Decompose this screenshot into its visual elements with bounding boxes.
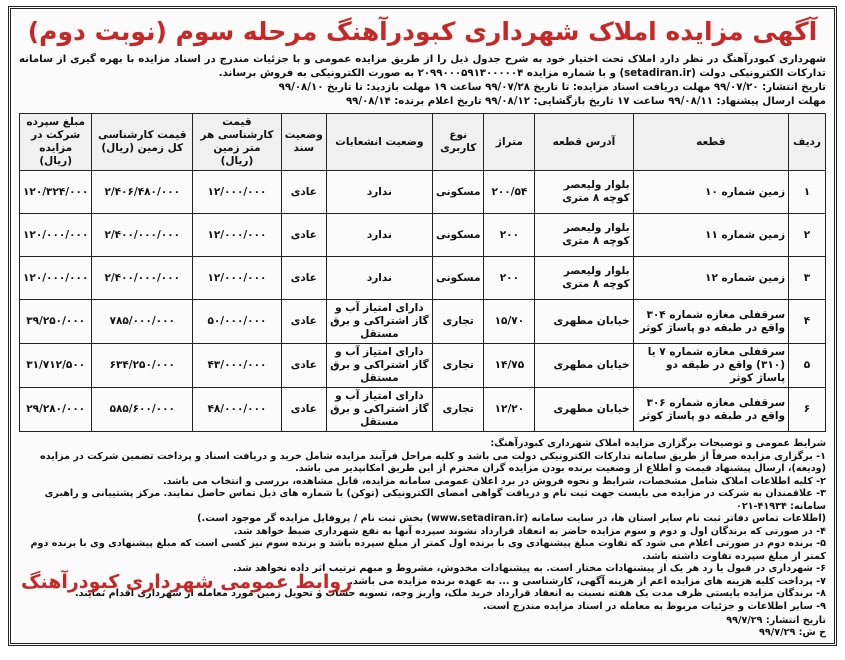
cell-deed-status: عادی <box>281 388 326 432</box>
cell-deed-status: عادی <box>281 257 326 300</box>
cell-area: ۱۵/۷۰ <box>484 300 535 344</box>
intro-text <box>19 53 826 109</box>
cell-total-price: ۷۸۵/۰۰۰/۰۰۰ <box>92 300 193 344</box>
auction-notice <box>8 6 837 646</box>
cell-parcel: زمین شماره ۱۲ <box>633 257 788 300</box>
cell-total-price: ۲/۴۰۰/۰۰۰/۰۰۰ <box>92 214 193 257</box>
cell-price-per-meter: ۱۲/۰۰۰/۰۰۰ <box>193 214 282 257</box>
cell-address: بلوار ولیعصر کوچه ۸ متری <box>535 214 633 257</box>
cell-row-number: ۴ <box>789 300 826 344</box>
cell-utilities: ندارد <box>326 171 432 214</box>
cell-total-price: ۲/۴۰۶/۴۸۰/۰۰۰ <box>92 171 193 214</box>
cell-deed-status: عادی <box>281 214 326 257</box>
cell-row-number: ۱ <box>789 171 826 214</box>
conditions-heading: شرایط عمومی و توضیحات برگزاری مزایده املاک شهرداری کبودرآهنگ: <box>490 438 826 449</box>
publication-dates <box>19 615 826 639</box>
header-total-price: قیمت کارشناسی کل زمین (ریال) <box>92 114 193 171</box>
condition-item: ۴- در صورتی که برندگان اول و دوم و سوم مزایده حاضر به انعقاد قرارداد نشوند سپرده آنها به نفع شهرداری ضبط خواهد شد. <box>233 525 826 537</box>
condition-item: ۱- برگزاری مزایده صرفاً از طریق سامانه تدارکات الکترونیکی دولت می باشد و کلیه مراحل فرآیند مزایده شامل خرید و دریافت اسناد و پرداخت تضمین شرکت در مزایده (ودیعه)، ارسال پیشنهاد قیمت و اطلاع از وضعیت برنده بودن مزایده گران محترم از این طریق امکانپذیر می باشد. <box>40 450 826 474</box>
cell-usage: تجاری <box>433 300 484 344</box>
header-area: متراژ <box>484 114 535 171</box>
table-row <box>20 171 826 214</box>
header-usage: نوع کاربری <box>433 114 484 171</box>
cell-usage: تجاری <box>433 344 484 388</box>
condition-item: ۲- کلیه اطلاعات املاک شامل مشخصات، شرایط و نحوه فروش در برد اعلان عمومی سامانه مزایده، قابل مشاهده، بررسی و انتخاب می باشد. <box>162 475 826 487</box>
condition-item: ۷- پرداخت کلیه هزینه های مزایده اعم از هزینه آگهی، کارشناسی و ... به عهده برنده مزایده می باشد. <box>349 575 826 587</box>
public-relations-signature: روابط عمومی شهرداری کبودرآهنگ <box>21 571 353 593</box>
cell-row-number: ۲ <box>789 214 826 257</box>
cell-area: ۱۲/۲۰ <box>484 388 535 432</box>
cell-price-per-meter: ۵۰/۰۰۰/۰۰۰ <box>193 300 282 344</box>
properties-table <box>19 113 826 432</box>
cell-address: خیابان مطهری <box>535 388 633 432</box>
condition-item: (اطلاعات تماس دفاتر ثبت نام سایر استان ها، در سایت سامانه (www.setadiran.ir) بخش ثبت نام / پروفایل مزایده گر موجود است.) <box>197 513 826 524</box>
page-title: آگهی مزایده املاک شهرداری کبودرآهنگ مرحله سوم (نوبت دوم) <box>27 17 818 46</box>
cell-address: بلوار ولیعصر کوچه ۸ متری <box>535 257 633 300</box>
cell-row-number: ۳ <box>789 257 826 300</box>
cell-address: بلوار ولیعصر کوچه ۸ متری <box>535 171 633 214</box>
cell-area: ۲۰۰ <box>484 257 535 300</box>
condition-item: ۶- شهرداری در قبول یا رد هر یک از پیشنهادات مختار است. به پیشنهادات مخدوش، مشروط و مبهم ترتیب اثر داده نخواهد شد. <box>233 563 826 574</box>
cell-usage: تجاری <box>433 388 484 432</box>
cell-deposit: ۲۹/۲۸۰/۰۰۰ <box>20 388 92 432</box>
cell-deed-status: عادی <box>281 300 326 344</box>
cell-usage: مسکونی <box>433 214 484 257</box>
cell-price-per-meter: ۴۸/۰۰۰/۰۰۰ <box>193 388 282 432</box>
cell-row-number: ۵ <box>789 344 826 388</box>
publication-code: خ ش: ۹۹/۷/۲۹ <box>759 627 826 638</box>
table-row <box>20 300 826 344</box>
cell-total-price: ۶۳۴/۲۵۰/۰۰۰ <box>92 344 193 388</box>
cell-address: خیابان مطهری <box>535 344 633 388</box>
condition-item: ۹- سایر اطلاعات و جزئیات مربوط به معامله در اسناد مزایده مندرج است. <box>482 600 826 612</box>
cell-area: ۲۰۰ <box>484 214 535 257</box>
header-deposit: مبلغ سپرده شرکت در مزایده (ریال) <box>20 114 92 171</box>
cell-deposit: ۳۹/۲۵۰/۰۰۰ <box>20 300 92 344</box>
table-row <box>20 257 826 300</box>
cell-deposit: ۳۱/۷۱۲/۵۰۰ <box>20 344 92 388</box>
cell-parcel: سرقفلی مغازه شماره ۳۰۶ واقع در طبقه دو پاساژ کوثر <box>633 388 788 432</box>
header-address: آدرس قطعه <box>535 114 633 171</box>
header-price-per-meter: قیمت کارشناسی هر متر زمین (ریال) <box>193 114 282 171</box>
table-row <box>20 344 826 388</box>
table-row <box>20 214 826 257</box>
cell-total-price: ۵۸۵/۶۰۰/۰۰۰ <box>92 388 193 432</box>
cell-parcel: زمین شماره ۱۰ <box>633 171 788 214</box>
intro-dates-line-2: مهلت ارسال پیشنهاد: ۹۹/۰۸/۱۱ ساعت ۱۷ تاریخ بازگشایی: ۹۹/۰۸/۱۲ تاریخ اعلام برنده: ۹۹/۰۸/۱۴ <box>345 96 826 107</box>
header-parcel: قطعه <box>633 114 788 171</box>
cell-parcel: سرقفلی مغازه شماره ۷ یا (۳۱۰) واقع در طبقه دو پاساژ کوثر <box>633 344 788 388</box>
intro-dates-line-1: تاریخ انتشار: ۹۹/۰۷/۲۰ مهلت دریافت اسناد مزایده: تا تاریخ ۹۹/۰۷/۲۸ ساعت ۱۹ مهلت بازدید: تا تاریخ ۹۹/۰۸/۱۰ <box>278 82 826 93</box>
cell-utilities: دارای امتیاز آب و گاز اشتراکی و برق مستقل <box>326 388 432 432</box>
cell-deed-status: عادی <box>281 171 326 214</box>
condition-item: ۸- برندگان مزایده بایستی ظرف مدت یک هفته نسبت به انعقاد قرارداد خرید ملک، واریز وجه، تسویه حساب و تحویل زمین مورد معامله از شهرداری اقدام نمایند. <box>74 588 826 599</box>
cell-deposit: ۱۲۰/۳۲۴/۰۰۰ <box>20 171 92 214</box>
cell-price-per-meter: ۱۲/۰۰۰/۰۰۰ <box>193 171 282 214</box>
cell-parcel: زمین شماره ۱۱ <box>633 214 788 257</box>
cell-deed-status: عادی <box>281 344 326 388</box>
cell-area: ۱۴/۷۵ <box>484 344 535 388</box>
intro-paragraph: شهرداری کبودرآهنگ در نظر دارد املاک تحت اختیار خود به شرح جدول ذیل را از طریق مزایده عمومی و با جزئیات مندرج در اسناد مزایده با بهره گیری از سامانه تدارکات الکترونیکی دولت (setadiran.ir) و با شماره مزایده ۲۰۹۹۰۰۰۵۹۱۳۰۰۰۰۰۴ به صورت الکترونیکی به فروش برساند. <box>19 54 826 79</box>
header-deed-status: وضعیت سند <box>281 114 326 171</box>
table-row <box>20 388 826 432</box>
cell-total-price: ۲/۴۰۰/۰۰۰/۰۰۰ <box>92 257 193 300</box>
cell-address: خیابان مطهری <box>535 300 633 344</box>
cell-deposit: ۱۲۰/۰۰۰/۰۰۰ <box>20 214 92 257</box>
cell-row-number: ۶ <box>789 388 826 432</box>
cell-utilities: دارای امتیاز آب و گاز اشتراکی و برق مستقل <box>326 300 432 344</box>
cell-usage: مسکونی <box>433 257 484 300</box>
cell-usage: مسکونی <box>433 171 484 214</box>
header-utilities: وضعیت انشعابات <box>326 114 432 171</box>
condition-item: ۵- برنده دوم در صورتی اعلام می شود که تفاوت مبلغ پیشنهادی وی با برنده اول کمتر از مبلغ سپرده باشد و برنده سوم نیز کسی است که مبلغ پیشنهادی وی با برنده دوم کمتر از مبلغ سپرده تفاوت داشته باشد. <box>30 538 826 562</box>
cell-utilities: ندارد <box>326 214 432 257</box>
cell-deposit: ۱۲۰/۰۰۰/۰۰۰ <box>20 257 92 300</box>
cell-utilities: دارای امتیاز آب و گاز اشتراکی و برق مستقل <box>326 344 432 388</box>
cell-price-per-meter: ۱۲/۰۰۰/۰۰۰ <box>193 257 282 300</box>
cell-price-per-meter: ۴۳/۰۰۰/۰۰۰ <box>193 344 282 388</box>
table-header-row <box>20 114 826 171</box>
cell-utilities: ندارد <box>326 257 432 300</box>
condition-item: ۳- علاقمندان به شرکت در مزایده می بایست جهت ثبت نام و دریافت گواهی امضای الکترونیکی (توکن) با شماره های ذیل تماس حاصل نمایند. مرکز پشتیبانی و راهبری سامانه: ۴۱۹۳۴-۰۲۱ <box>44 488 826 512</box>
header-row-number: ردیف <box>789 114 826 171</box>
cell-parcel: سرقفلی مغازه شماره ۳۰۴ واقع در طبقه دو پاساژ کوثر <box>633 300 788 344</box>
publication-date: تاریخ انتشار: ۹۹/۷/۲۹ <box>726 615 826 626</box>
cell-area: ۲۰۰/۵۴ <box>484 171 535 214</box>
